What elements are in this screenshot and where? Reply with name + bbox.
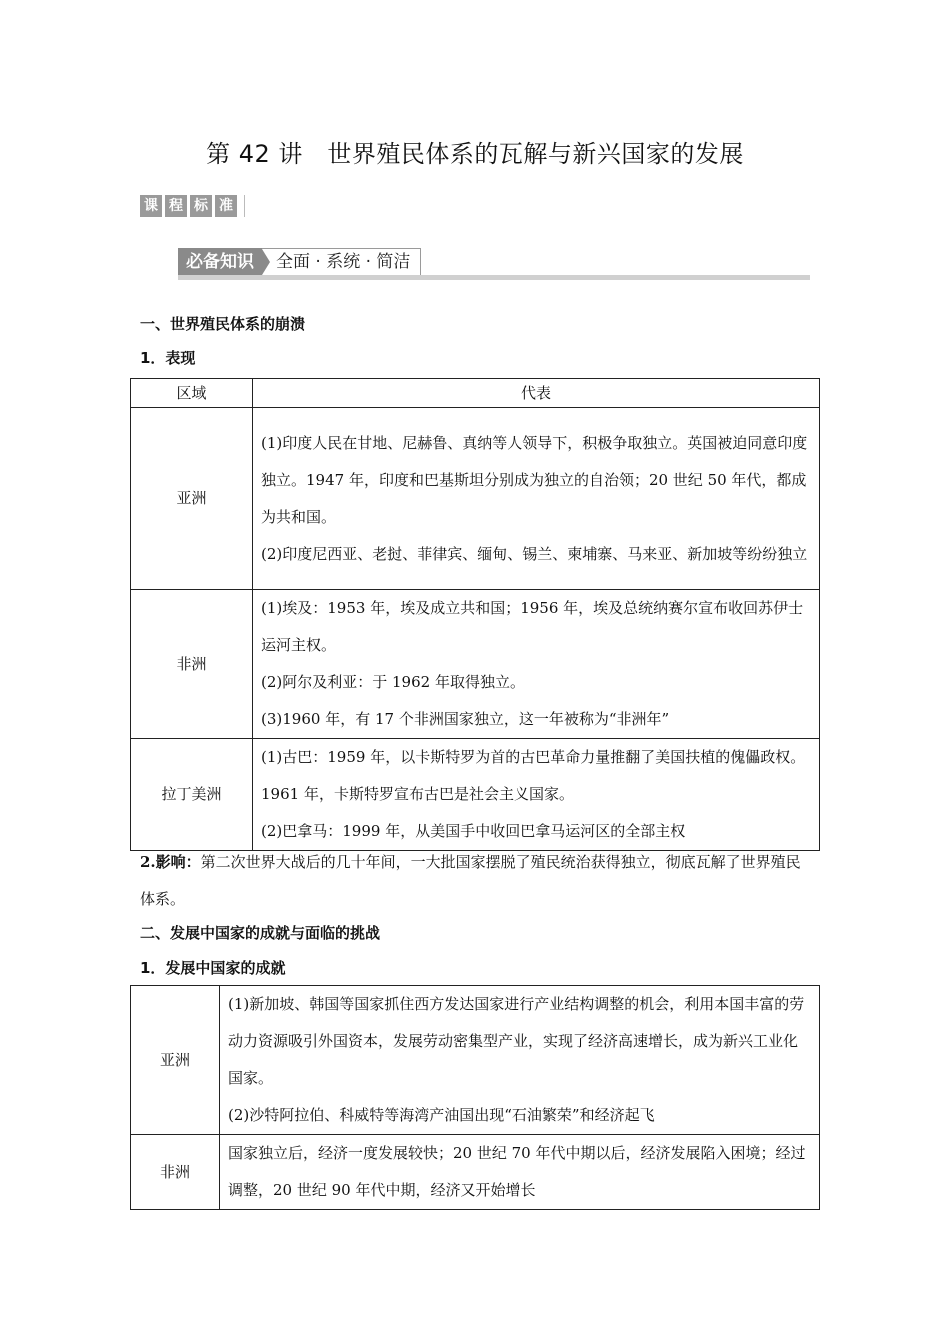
table-row [131, 986, 820, 1135]
section1-subheading: 1．表现 [140, 349, 196, 367]
header-region: 区域 [131, 379, 253, 408]
region-cell: 非洲 [131, 590, 253, 739]
paragraph: 国家独立后，经济一度发展较快；20 世纪 70 年代中期以后，经济发展陷入困境；经过调整，20 世纪 90 年代中期，经济又开始增长 [228, 1144, 806, 1199]
content-cell [220, 986, 820, 1135]
section2-heading: 二、发展中国家的成就与面临的挑战 [140, 924, 381, 942]
paragraph: (2)阿尔及利亚：于 1962 年取得独立。 [261, 673, 525, 691]
paragraph: (2)印度尼西亚、老挝、菲律宾、缅甸、锡兰、柬埔寨、马来亚、新加坡等纷纷独立 [261, 544, 808, 563]
tag-char: 课 [140, 195, 162, 217]
table-row [131, 1135, 820, 1210]
decolonization-table [130, 378, 820, 851]
curriculum-standard-tags [140, 195, 245, 217]
header-representative: 代表 [253, 379, 820, 408]
table-row [131, 408, 820, 590]
content-cell [253, 408, 820, 590]
tag-char: 程 [165, 195, 187, 217]
paragraph: (1)古巴：1959 年，以卡斯特罗为首的古巴革命力量推翻了美国扶植的傀儡政权。1961 年，卡斯特罗宣布古巴是社会主义国家。 [261, 748, 806, 803]
paragraph: (2)巴拿马：1999 年，从美国手中收回巴拿马运河区的全部主权 [261, 822, 686, 840]
tag-divider [244, 195, 245, 217]
banner-label: 必备知识 [178, 248, 262, 276]
achievements-table [130, 985, 820, 1210]
banner-subtitle: 全面 · 系统 · 简洁 [262, 248, 421, 276]
paragraph: (1)印度人民在甘地、尼赫鲁、真纳等人领导下，积极争取独立。英国被迫同意印度独立。1947 年，印度和巴基斯坦分别成为独立的自治领；20 世纪 50 年代，都成为共和国。 [261, 433, 808, 526]
table-row [131, 739, 820, 851]
table-row [131, 590, 820, 739]
region-cell: 拉丁美洲 [131, 739, 253, 851]
paragraph: (1)埃及：1953 年，埃及成立共和国；1956 年，埃及总统纳赛尔宣布收回苏伊士运河主权。 [261, 599, 804, 654]
paragraph: (1)新加坡、韩国等国家抓住西方发达国家进行产业结构调整的机会，利用本国丰富的劳动力资源吸引外国资本，发展劳动密集型产业，实现了经济高速增长，成为新兴工业化国家。 [228, 995, 805, 1087]
banner-rule [178, 275, 810, 280]
region-cell: 亚洲 [131, 408, 253, 590]
content-cell [253, 739, 820, 851]
tag-char: 标 [190, 195, 212, 217]
table-header-row [131, 379, 820, 408]
region-cell: 亚洲 [131, 986, 220, 1135]
content-cell [220, 1135, 820, 1210]
influence-label: 2.影响： [140, 853, 201, 871]
content-cell [253, 590, 820, 739]
page-title: 第 42 讲 世界殖民体系的瓦解与新兴国家的发展 [206, 140, 744, 168]
section1-heading: 一、世界殖民体系的崩溃 [140, 315, 306, 333]
influence-paragraph [140, 844, 812, 918]
tag-char: 准 [215, 195, 237, 217]
region-cell: 非洲 [131, 1135, 220, 1210]
paragraph: (3)1960 年，有 17 个非洲国家独立，这一年被称为“非洲年” [261, 710, 670, 728]
paragraph: (2)沙特阿拉伯、科威特等海湾产油国出现“石油繁荣”和经济起飞 [228, 1106, 655, 1124]
section2-subheading: 1．发展中国家的成就 [140, 959, 286, 977]
section-banner [178, 248, 421, 276]
influence-text: 第二次世界大战后的几十年间，一大批国家摆脱了殖民统治获得独立，彻底瓦解了世界殖民体系。 [140, 853, 801, 908]
